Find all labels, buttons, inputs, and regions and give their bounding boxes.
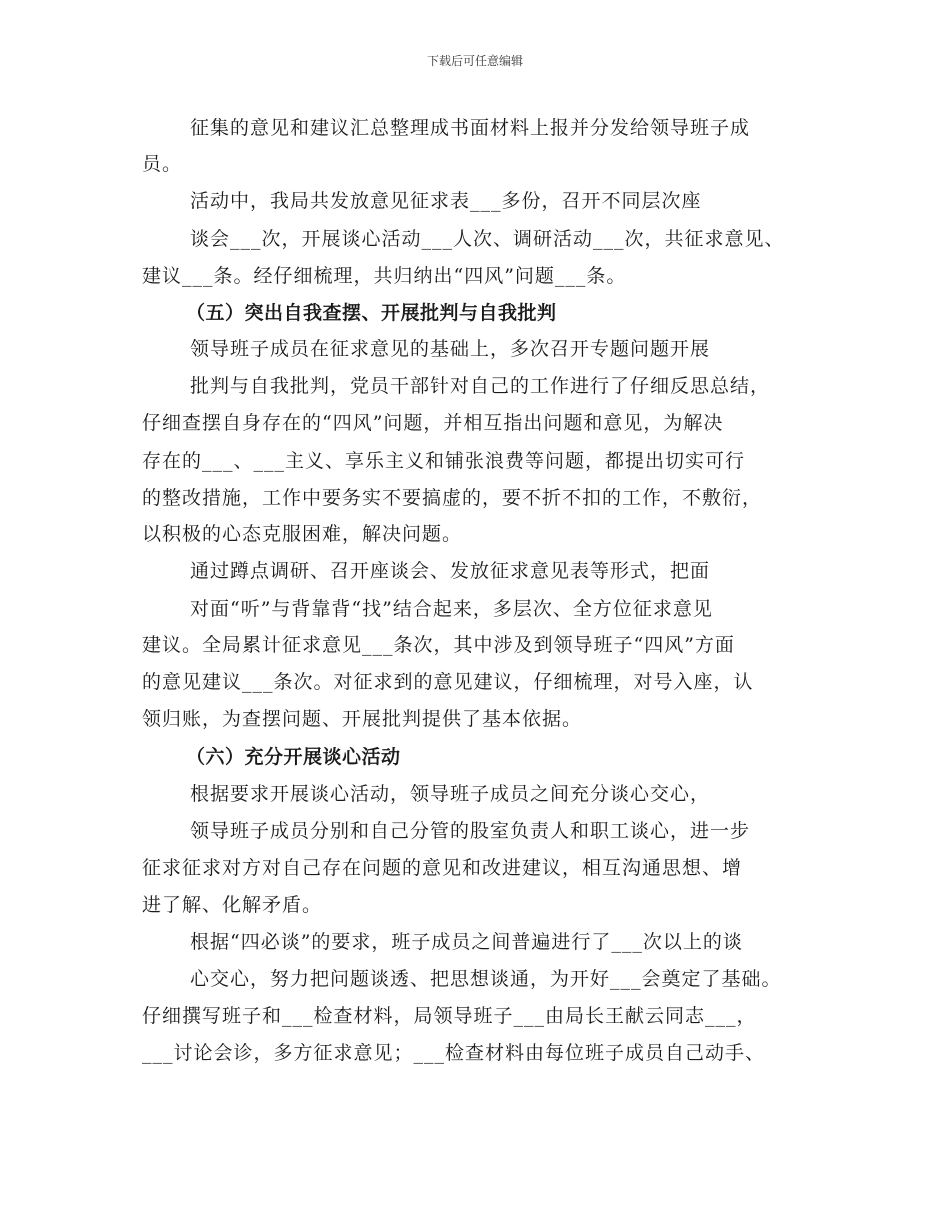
text-line: 心交心，努力把问题谈透、把思想谈通，为开好___会奠定了基础。 bbox=[190, 968, 782, 990]
text-line: 以积极的心态克服困难，解决问题。 bbox=[142, 523, 463, 545]
text-line: 谈会___次，开展谈心活动___人次、调研活动___次，共征求意见、 bbox=[190, 228, 785, 250]
text-line: 征求征求对方对自己存在问题的意见和改进建议，相互沟通思想、增 bbox=[142, 857, 743, 879]
text-line: 员。 bbox=[142, 153, 183, 175]
text-line: 通过蹲点调研、召开座谈会、发放征求意见表等形式，把面 bbox=[190, 560, 711, 582]
text-line: ___讨论会诊，多方征求意见；___检查材料由每位班子成员自己动手、 bbox=[142, 1042, 766, 1064]
text-line: 征集的意见和建议汇总整理成书面材料上报并分发给领导班子成 bbox=[190, 117, 751, 139]
text-line: 领归账，为查摆问题、开展批判提供了基本依据。 bbox=[142, 708, 583, 730]
text-line: 批判与自我批判，党员干部针对自己的工作进行了仔细反思总结， bbox=[190, 375, 771, 397]
text-line: 建议___条。经仔细梳理，共归纳出“四风”问题___条。 bbox=[142, 265, 627, 287]
text-line: 根据要求开展谈心活动，领导班子成员之间充分谈心交心， bbox=[190, 783, 711, 805]
text-line: 仔细查摆自身存在的“四风”问题，并相互指出问题和意见，为解决 bbox=[142, 412, 724, 434]
text-line: 进了解、化解矛盾。 bbox=[142, 894, 323, 916]
text-line: 存在的___、___主义、享乐主义和铺张浪费等问题，都提出切实可行 bbox=[142, 450, 746, 472]
text-line: 仔细撰写班子和___检查材料，局领导班子___由局长王献云同志___， bbox=[142, 1005, 757, 1027]
section-heading: （六）充分开展谈心活动 bbox=[186, 746, 401, 768]
text-line: 根据“四必谈”的要求，班子成员之间普遍进行了___次以上的谈 bbox=[190, 931, 743, 953]
text-line: 的整改措施，工作中要务实不要搞虚的，要不折不扣的工作，不敷衍， bbox=[142, 487, 763, 509]
text-line: 领导班子成员分别和自己分管的股室负责人和职工谈心，进一步 bbox=[190, 820, 751, 842]
text-line: 领导班子成员在征求意见的基础上，多次召开专题问题开展 bbox=[190, 338, 711, 360]
section-heading: （五）突出自我查摆、开展批判与自我批判 bbox=[186, 302, 557, 324]
page-header: 下载后可任意编辑 bbox=[426, 54, 523, 68]
text-line: 对面“听”与背靠背“找”结合起来，多层次、全方位征求意见 bbox=[190, 598, 713, 620]
text-line: 建议。全局累计征求意见___条次，其中涉及到领导班子“四风”方面 bbox=[142, 634, 735, 656]
text-line: 的意见建议___条次。对征求到的意见建议，仔细梳理，对号入座，认 bbox=[142, 671, 754, 693]
text-line: 活动中，我局共发放意见征求表___多份，召开不同层次座 bbox=[190, 190, 702, 212]
